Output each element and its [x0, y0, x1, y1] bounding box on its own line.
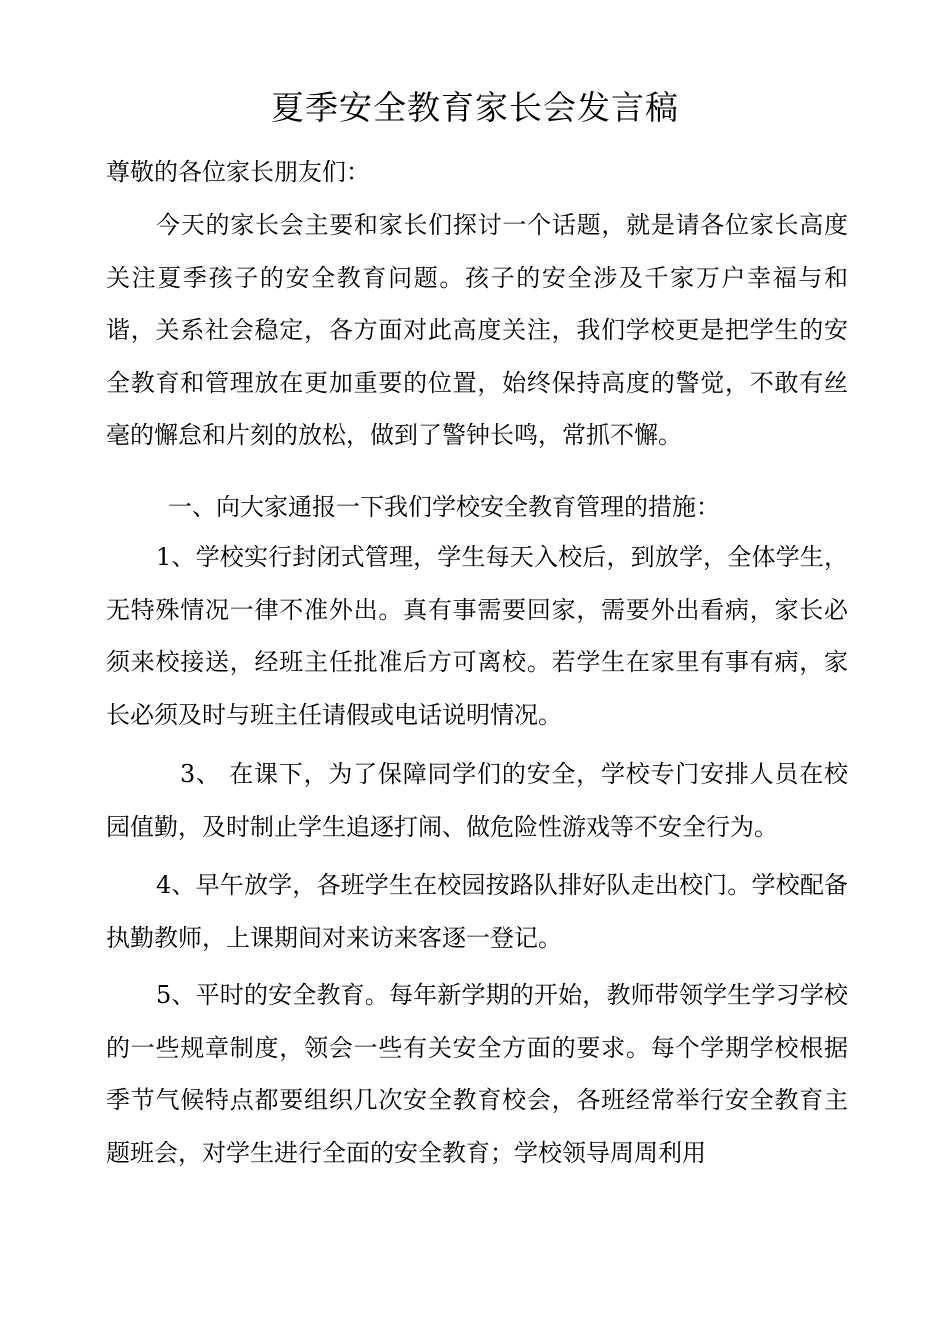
paragraph-item-5: 5、平时的安全教育。每年新学期的开始，教师带领学生学习学校的一些规章制度，领会一些有关安全方面的要求。每个学期学校根据季节气候特点都要组织几次安全教育校会，各班经常举行安全教育主题班会，对学生进行全面的安全教育；学校领导周周利用	[106, 981, 848, 1167]
paragraph-item-4: 4、早午放学，各班学生在校园按路队排好队走出校门。学校配备执勤教师，上课期间对来访来客逐一登记。	[106, 871, 848, 952]
paragraph-intro: 今天的家长会主要和家长们探讨一个话题，就是请各位家长高度关注夏季孩子的安全教育问题。孩子的安全涉及千家万户幸福与和谐，关系社会稳定，各方面对此高度关注，我们学校更是把学生的安全教育和管理放在更加重要的位置，始终保持高度的警觉，不敢有丝毫的懈怠和片刻的放松，做到了警钟长鸣，常抓不懈。	[106, 211, 848, 450]
paragraph-item-3: 3、 在课下，为了保障同学们的安全，学校专门安排人员在校园值勤，及时制止学生追逐打闹、做危险性游戏等不安全行为。	[106, 760, 848, 841]
document-title: 夏季安全教育家长会发言稿	[271, 88, 679, 127]
paragraph-item-1: 1、学校实行封闭式管理，学生每天入校后，到放学，全体学生，无特殊情况一律不准外出。真有事需要回家，需要外出看病，家长必须来校接送，经班主任批准后方可离校。若学生在家里有事有病，家长必须及时与班主任请假或电话说明情况。	[106, 543, 848, 729]
salutation: 尊敬的各位家长朋友们：	[106, 158, 370, 186]
section-heading-measures: 一、向大家通报一下我们学校安全教育管理的措施：	[168, 493, 720, 521]
